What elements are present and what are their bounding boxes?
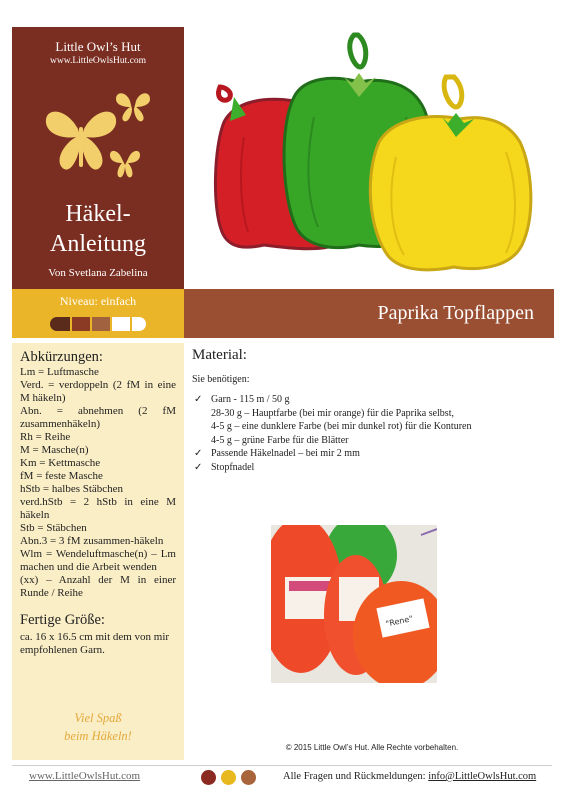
footer-contact xyxy=(283,771,536,782)
material-item xyxy=(192,447,552,461)
material-item xyxy=(192,434,552,448)
footer-website-link[interactable]: www.LittleOwlsHut.com xyxy=(29,770,141,782)
pattern-title: Paprika Topflappen xyxy=(377,302,534,324)
material-item xyxy=(192,407,552,421)
size-text: ca. 16 x 16.5 cm mit dem von mir empfohlenen Garn. xyxy=(20,631,170,656)
level-label: Niveau: einfach xyxy=(59,294,137,308)
potholders-photo xyxy=(184,27,554,289)
list-item: Rh = Reihe xyxy=(20,431,71,443)
abbreviations-list xyxy=(20,366,176,600)
sidebar xyxy=(12,343,184,760)
pattern-title-bar xyxy=(184,289,554,338)
cover-panel xyxy=(12,27,184,289)
check-icon: ✓ xyxy=(194,461,203,473)
brand-url: www.LittleOwlsHut.com xyxy=(50,56,146,66)
email-link[interactable]: info@LittleOwlsHut.com xyxy=(428,771,537,782)
list-item: Abn.3 = 3 fM zusammen-häkeln xyxy=(20,535,164,547)
page-title xyxy=(12,199,184,259)
author: Von Svetlana Zabelina xyxy=(48,267,148,279)
material-item-text: 28-30 g – Hauptfarbe (bei mir orange) für die Paprika selbst, xyxy=(211,407,454,419)
check-icon: ✓ xyxy=(194,394,203,405)
fun-message xyxy=(12,709,184,745)
list-item: Stb = Stäbchen xyxy=(20,522,87,534)
list-item: Lm = Luftmasche xyxy=(20,366,99,378)
material-item xyxy=(192,420,552,434)
list-item: hStb = halbes Stäbchen xyxy=(20,483,124,495)
fun-line-2: beim Häkeln! xyxy=(64,729,132,743)
title-line-2: Anleitung xyxy=(50,231,146,257)
yarn-label-rene: "Rene" xyxy=(384,614,414,629)
title-line-1: Häkel- xyxy=(65,201,131,227)
material-item-text: Stopfnadel xyxy=(211,461,255,473)
difficulty-indicator xyxy=(50,317,146,331)
list-item: verd.hStb = 2 hStb in eine M häkeln xyxy=(20,496,176,521)
check-icon: ✓ xyxy=(194,448,203,459)
fun-line-1: Viel Spaß xyxy=(74,711,122,725)
material-item-text: Passende Häkelnadel – bei mir 2 mm xyxy=(211,448,360,459)
material-list xyxy=(192,393,552,474)
material-item xyxy=(192,393,552,407)
yarn-photo xyxy=(271,525,437,683)
material-item xyxy=(192,461,552,475)
material-item-text: 4-5 g – grüne Farbe für die Blätter xyxy=(211,434,349,446)
footer-dot-brown xyxy=(241,770,256,785)
list-item: M = Masche(n) xyxy=(20,444,89,456)
contact-label: Alle Fragen und Rückmeldungen: xyxy=(283,771,429,782)
size-heading: Fertige Größe: xyxy=(20,612,105,628)
list-item: Km = Kettmasche xyxy=(20,457,101,469)
material-item-text: 4-5 g – eine dunklere Farbe (bei mir dunkel rot) für die Konturen xyxy=(211,421,472,432)
list-item: Wlm = Wendeluftmasche(n) – Lm machen und die Arbeit wenden xyxy=(20,548,176,573)
level-box xyxy=(12,289,184,338)
butterflies-icon xyxy=(26,89,166,199)
material-heading: Material: xyxy=(192,347,247,363)
list-item: (xx) – Anzahl der M in einer Runde / Reihe xyxy=(20,574,176,599)
material-section xyxy=(192,347,552,474)
abbreviations-heading: Abkürzungen: xyxy=(20,349,103,365)
list-item: fM = feste Masche xyxy=(20,470,103,482)
material-intro: Sie benötigen: xyxy=(192,374,250,385)
list-item: Verd. = verdoppeln (2 fM in eine M häkeln) xyxy=(20,379,176,404)
material-item-text: Garn - 115 m / 50 g xyxy=(211,394,290,405)
footer-divider xyxy=(12,765,552,766)
list-item: Abn. = abnehmen (2 fM zusammenhäkeln) xyxy=(20,405,176,430)
copyright: © 2015 Little Owl’s Hut. Alle Rechte vorbehalten. xyxy=(285,743,459,752)
footer-dot-red xyxy=(201,770,216,785)
brand-name: Little Owl’s Hut xyxy=(55,39,141,54)
footer-dot-yellow xyxy=(221,770,236,785)
